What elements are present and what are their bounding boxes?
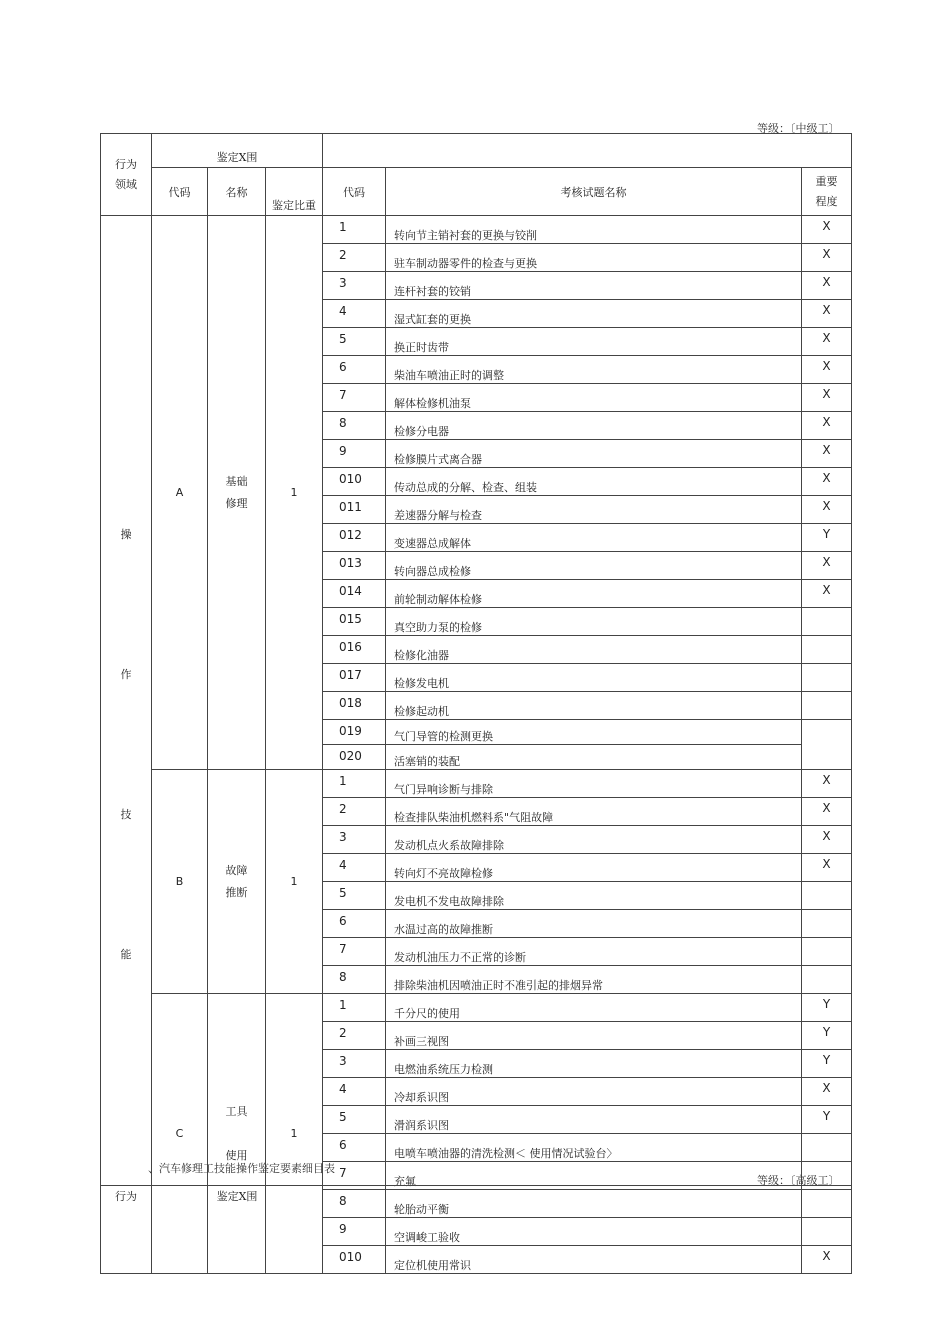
item-importance: X — [802, 770, 852, 798]
item-name: 发电机不发电故障排除 — [386, 882, 802, 910]
item-importance — [802, 664, 852, 692]
item-code: 016 — [323, 636, 386, 664]
item-importance: X — [802, 356, 852, 384]
item-code: 018 — [323, 692, 386, 720]
item-importance: X — [802, 244, 852, 272]
item-code: 020 — [323, 745, 386, 770]
item-importance — [802, 966, 852, 994]
group-code: A — [152, 216, 208, 770]
item-importance: X — [802, 440, 852, 468]
item-code: 011 — [323, 496, 386, 524]
item-name: 检修化油器 — [386, 636, 802, 664]
item-importance: X — [802, 496, 852, 524]
item-importance: Y — [802, 1050, 852, 1078]
item-name: 变速器总成解体 — [386, 524, 802, 552]
header-area: 行为 领域 — [101, 134, 152, 216]
group-weight: 1 — [266, 994, 323, 1274]
item-name: 转向节主销衬套的更换与铰削 — [386, 216, 802, 244]
item-code: 5 — [323, 1106, 386, 1134]
item-importance: X — [802, 854, 852, 882]
item-name: 柴油车喷油正时的调整 — [386, 356, 802, 384]
item-importance: X — [802, 272, 852, 300]
header-weight: 鉴定比重 — [266, 168, 323, 216]
item-name: 排除柴油机因喷油正时不准引起的排烟异常 — [386, 966, 802, 994]
header-blank — [323, 134, 852, 168]
item-name: 转向器总成检修 — [386, 552, 802, 580]
item-code: 017 — [323, 664, 386, 692]
item-name: 检修膜片式离合器 — [386, 440, 802, 468]
group-name: 工具 使用 — [208, 994, 266, 1274]
item-name: 定位机使用常识 — [386, 1246, 802, 1274]
table-row — [101, 994, 852, 1022]
item-name: 气门异响诊断与排除 — [386, 770, 802, 798]
item-code: 9 — [323, 440, 386, 468]
item-code: 014 — [323, 580, 386, 608]
item-importance: X — [802, 412, 852, 440]
item-name: 差速器分解与检查 — [386, 496, 802, 524]
item-importance: X — [802, 1246, 852, 1274]
header-scope: 鉴定Ⅹ围 — [152, 134, 323, 168]
item-name: 轮胎动平衡 — [386, 1190, 802, 1218]
item-code: 1 — [323, 216, 386, 244]
item-code: 9 — [323, 1218, 386, 1246]
item-code: 4 — [323, 1078, 386, 1106]
item-code: 012 — [323, 524, 386, 552]
item-code: 3 — [323, 1050, 386, 1078]
item-importance: Y — [802, 524, 852, 552]
item-importance: Y — [802, 1106, 852, 1134]
item-importance: X — [802, 826, 852, 854]
item-code: 2 — [323, 1022, 386, 1050]
item-code: 7 — [323, 384, 386, 412]
item-code: 1 — [323, 994, 386, 1022]
item-code: 7 — [323, 938, 386, 966]
group-weight: 1 — [266, 216, 323, 770]
item-code: 010 — [323, 468, 386, 496]
advanced-header-scope: 鉴定Ⅹ围 — [152, 1186, 323, 1223]
item-name: 检修分电器 — [386, 412, 802, 440]
item-code: 6 — [323, 1134, 386, 1162]
group-code: C — [152, 994, 208, 1274]
item-importance — [802, 608, 852, 636]
advanced-header-area: 行为 — [101, 1186, 152, 1223]
item-importance: Y — [802, 1022, 852, 1050]
item-importance: X — [802, 328, 852, 356]
item-code: 013 — [323, 552, 386, 580]
item-code: 2 — [323, 244, 386, 272]
item-importance: X — [802, 300, 852, 328]
item-importance — [802, 882, 852, 910]
advanced-header-row — [101, 1186, 852, 1223]
item-name: 空调峻工验收 — [386, 1218, 802, 1246]
item-name: 真空助力泵的检修 — [386, 608, 802, 636]
item-name: 滑润系识图 — [386, 1106, 802, 1134]
item-importance: X — [802, 798, 852, 826]
item-importance: X — [802, 1078, 852, 1106]
item-name: 驻车制动器零件的检查与更换 — [386, 244, 802, 272]
item-code: 3 — [323, 272, 386, 300]
item-importance: X — [802, 580, 852, 608]
group-code: B — [152, 770, 208, 994]
item-code: 5 — [323, 328, 386, 356]
item-name: 发动机点火系故障排除 — [386, 826, 802, 854]
item-name: 前轮制动解体检修 — [386, 580, 802, 608]
item-importance: X — [802, 216, 852, 244]
table-row — [101, 770, 852, 798]
table-caption: 、汽车修理工技能操作鉴定要素细目表 — [148, 1162, 335, 1175]
header-row-1 — [101, 134, 852, 168]
item-code: 8 — [323, 412, 386, 440]
item-name: 转向灯不亮故障检修 — [386, 854, 802, 882]
table-row — [101, 216, 852, 244]
item-code: 1 — [323, 770, 386, 798]
item-code: 8 — [323, 1190, 386, 1218]
item-code: 7 — [323, 1162, 386, 1190]
item-importance — [802, 1134, 852, 1162]
item-importance — [802, 692, 852, 720]
assessment-table — [100, 133, 852, 1274]
item-code: 6 — [323, 356, 386, 384]
header-item-name: 考核试题名称 — [386, 168, 802, 216]
item-code: 015 — [323, 608, 386, 636]
area-label: 操 作 技 能 — [101, 216, 152, 1274]
item-name: 千分尺的使用 — [386, 994, 802, 1022]
item-name: 水温过高的故障推断 — [386, 910, 802, 938]
item-name: 电燃油系统压力检测 — [386, 1050, 802, 1078]
item-importance — [802, 720, 852, 770]
item-code: 3 — [323, 826, 386, 854]
item-name: 充氟 — [386, 1162, 802, 1190]
header-importance: 重要 程度 — [802, 168, 852, 216]
item-name: 检查排队柴油机燃料系"气阻故障 — [386, 798, 802, 826]
group-weight: 1 — [266, 770, 323, 994]
item-name: 解体检修机油泵 — [386, 384, 802, 412]
item-code: 2 — [323, 798, 386, 826]
advanced-table — [100, 1185, 852, 1222]
item-code: 8 — [323, 966, 386, 994]
item-importance — [802, 938, 852, 966]
item-name: 活塞销的装配 — [386, 745, 802, 770]
item-name: 冷却系识图 — [386, 1078, 802, 1106]
advanced-header-blank — [323, 1186, 852, 1223]
header-name: 名称 — [208, 168, 266, 216]
level-label-intermediate: 等级：〔中级工〕 — [757, 122, 840, 135]
item-name: 补画三视图 — [386, 1022, 802, 1050]
item-importance: X — [802, 552, 852, 580]
item-code: 5 — [323, 882, 386, 910]
item-code: 6 — [323, 910, 386, 938]
item-importance: X — [802, 468, 852, 496]
item-code: 4 — [323, 300, 386, 328]
item-name: 发动机油压力不正常的诊断 — [386, 938, 802, 966]
item-importance: Y — [802, 994, 852, 1022]
header-item-code: 代码 — [323, 168, 386, 216]
item-code: 010 — [323, 1246, 386, 1274]
item-name: 气门导管的检测更换 — [386, 720, 802, 745]
item-name: 湿式缸套的更换 — [386, 300, 802, 328]
item-name: 检修起动机 — [386, 692, 802, 720]
header-row-2 — [101, 168, 852, 216]
item-code: 4 — [323, 854, 386, 882]
item-importance: X — [802, 384, 852, 412]
item-importance — [802, 636, 852, 664]
item-name: 连杆衬套的铰销 — [386, 272, 802, 300]
header-code: 代码 — [152, 168, 208, 216]
item-code: 019 — [323, 720, 386, 745]
item-importance — [802, 910, 852, 938]
item-name: 电喷车喷油器的清洗检测＜ 使用情况试验台〉 — [386, 1134, 802, 1162]
group-name: 故障 推断 — [208, 770, 266, 994]
item-name: 检修发电机 — [386, 664, 802, 692]
level-label-advanced: 等级：〔高级工〕 — [757, 1174, 840, 1187]
group-name: 基础 修理 — [208, 216, 266, 770]
item-name: 换正时齿带 — [386, 328, 802, 356]
item-name: 传动总成的分解、检查、组装 — [386, 468, 802, 496]
